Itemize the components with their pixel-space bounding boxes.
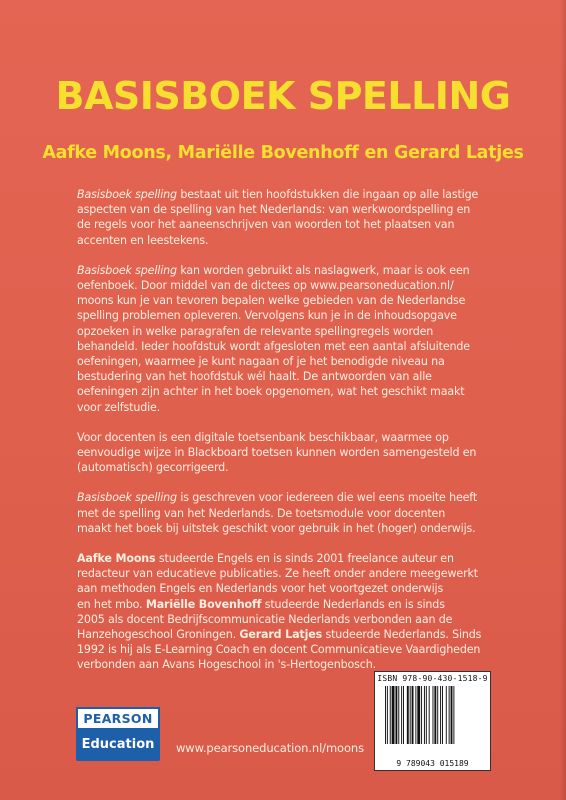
text-line: bestudering van het hoofdstuk wél haalt. De antwoorden van alle: [77, 370, 432, 384]
website-link[interactable]: www.pearsoneducation.nl/moons: [176, 741, 365, 755]
text-line: opzoeken in welke paragrafen de relevante spellingregels worden: [77, 324, 434, 338]
barcode-bar: [446, 686, 447, 744]
barcode-bar: [442, 686, 443, 744]
blurb-paragraph-1: [77, 187, 497, 248]
barcode-bar: [453, 686, 454, 744]
text-line: 2005 als docent Bedrijfscommunicatie Nederlands verbonden aan de: [77, 612, 453, 626]
text-line: oefeningen, waarmee je kunt nagaan of je het benodigde niveau na: [77, 355, 445, 369]
text-line: eenvoudige wijze in Blackboard toetsen kunnen worden samengesteld en: [77, 446, 477, 460]
barcode-bar: [387, 686, 388, 744]
barcode-bar: [412, 686, 414, 744]
text-line: Aafke Moons studeerde Engels en is sinds 2001 freelance auteur en: [77, 552, 454, 566]
cover-edge-shadow: [560, 0, 566, 800]
text-line: 1992 is hij als E-Learning Coach en docent Communicatieve Vaardigheden: [77, 643, 481, 657]
text-line: behandeld. Ieder hoofdstuk wordt afgesloten met een aantal afsluitende: [77, 339, 470, 353]
author-name: Mariëlle Bovenhoff: [145, 597, 262, 611]
text-line: moons kun je van tevoren bepalen welke gebieden van de Nederlandse: [77, 294, 466, 308]
barcode-digits: 9 789043 015189: [396, 759, 469, 768]
barcode-bar: [429, 686, 430, 744]
text-line: en het mbo. Mariëlle Bovenhoff studeerde Nederlands en is sinds: [77, 597, 445, 611]
book-authors: Aafke Moons, Mariëlle Bovenhoff en Gerard Latjes: [42, 143, 524, 163]
barcode-bar: [437, 686, 438, 744]
text-line: spelling problemen opleveren. Vervolgens kun je in de inhoudsopgave: [77, 309, 457, 323]
barcode-bar: [415, 686, 416, 744]
barcode-bar: [392, 686, 395, 744]
text-line: Basisboek spelling bestaat uit tien hoofdstukken die ingaan op alle lastige: [77, 188, 479, 201]
barcode-bar: [421, 686, 422, 744]
barcode-icon: [385, 686, 484, 756]
book-title-inline: Basisboek spelling: [77, 263, 177, 277]
text-line: (automatisch) gecorrigeerd.: [77, 461, 229, 475]
barcode-bar: [417, 686, 420, 744]
text-line: accenten en leestekens.: [77, 233, 209, 247]
text-line: oefeningen zijn achter in het boek opgenomen, wat het geschikt maakt: [77, 385, 465, 399]
barcode-bar: [424, 686, 425, 744]
book-title: BASISBOEK SPELLING: [55, 74, 511, 118]
barcode-bar: [451, 686, 453, 744]
text-line: oefenboek. Door middel van de dictees op www.pearsoneducation.nl/: [77, 279, 454, 293]
barcode-bar: [434, 686, 436, 744]
text-line: aspecten van de spelling van het Nederlands: van werkwoordspelling en: [77, 203, 471, 217]
text-line: redacteur van educatieve publicaties. Ze heeft onder andere meegewerkt: [77, 567, 478, 581]
isbn-barcode-box: [374, 671, 491, 771]
text-line: met de spelling van het Nederlands. De toetsmodule voor docenten: [77, 506, 446, 520]
text-line: aan methoden Engels en Nederlands voor het voortgezet onderwijs: [77, 582, 444, 596]
book-title-inline: Basisboek spelling: [77, 491, 177, 505]
blurb-text: [77, 187, 497, 688]
barcode-bar: [407, 686, 409, 744]
blurb-paragraph-2: [77, 263, 497, 415]
barcode-bar: [390, 686, 391, 744]
barcode-bar: [395, 686, 397, 744]
author-name: Aafke Moons: [77, 552, 156, 566]
blurb-paragraph-3: [77, 430, 497, 476]
barcode-bar: [403, 686, 404, 744]
barcode-bar: [433, 686, 434, 744]
text-line: verbonden aan Avans Hogeschool in 's-Hertogenbosch.: [77, 658, 376, 672]
barcode-bar: [401, 686, 402, 744]
pearson-education-logo: [76, 707, 160, 761]
book-title-inline: Basisboek spelling: [77, 188, 177, 201]
barcode-bar: [410, 686, 411, 744]
blurb-paragraph-4: [77, 490, 497, 536]
logo-education: Education: [81, 737, 155, 752]
barcode-bar: [426, 686, 427, 744]
text-line: Hanzehogeschool Groningen. Gerard Latjes studeerde Nederlands. Sinds: [77, 628, 482, 642]
barcode-bar: [398, 686, 399, 744]
text-line: Basisboek spelling kan worden gebruikt als naslagwerk, maar is ook een: [77, 263, 470, 277]
text-line: Voor docenten is een digitale toetsenbank beschikbaar, waarmee op: [77, 430, 449, 444]
logo-pearson: PEARSON: [76, 707, 160, 730]
text-line: maakt het boek bij uitstek geschikt voor gebruik in het (hoger) onderwijs.: [77, 521, 476, 535]
isbn-label: ISBN 978-90-430-1518-9: [377, 674, 488, 683]
barcode-bar: [440, 686, 441, 744]
text-line: voor zelfstudie.: [77, 400, 161, 414]
author-bios: [77, 551, 497, 673]
barcode-bar: [385, 686, 386, 744]
barcode-bar: [449, 686, 450, 744]
text-line: de regels voor het aaneenschrijven van woorden tot het plaatsen van: [77, 218, 455, 232]
author-name: Gerard Latjes: [239, 628, 323, 642]
text-line: Basisboek spelling is geschreven voor iedereen die wel eens moeite heeft: [77, 491, 478, 505]
